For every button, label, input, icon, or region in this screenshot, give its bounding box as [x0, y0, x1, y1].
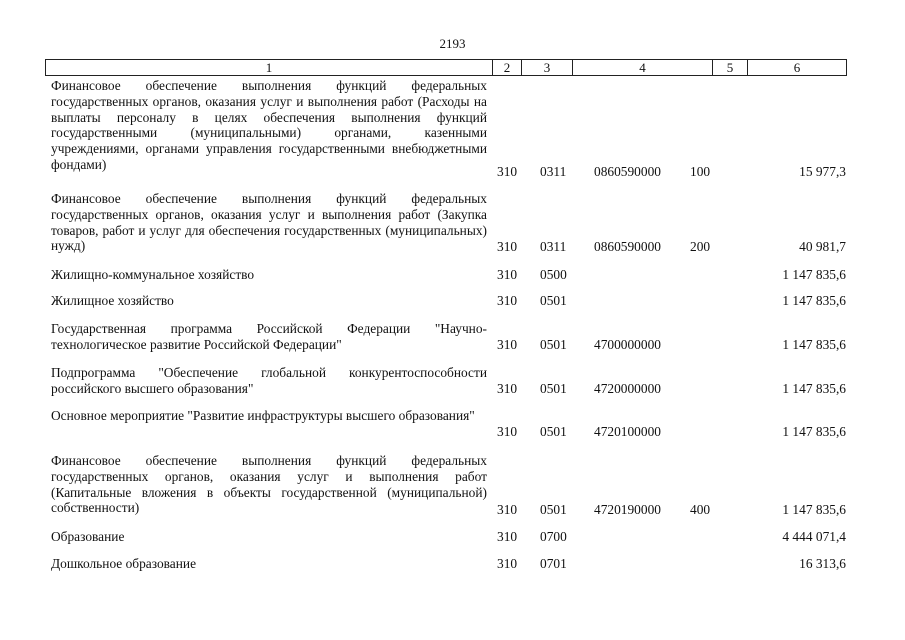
- header-col-3: 3: [521, 60, 572, 75]
- row-razdel: 0501: [540, 337, 567, 352]
- row-vr: 100: [690, 164, 711, 179]
- row-description: Финансовое обеспечение выполнения функций федеральных государственных органов, оказания услуг и выполнения работ (Расходы на выплаты персоналу в целях обеспечения выполнения функций государственными (муниципальными) органами, казенными учреждениями, органами управления государственными внебюджетными фондами): [51, 78, 487, 172]
- row-vedomstvo: 310: [497, 529, 518, 544]
- row-razdel: 0501: [540, 424, 567, 439]
- row-csr: 4720100000: [594, 424, 661, 439]
- row-csr: 4700000000: [594, 337, 661, 352]
- table-row: [0, 267, 905, 285]
- row-summa: 15 977,3: [799, 164, 846, 179]
- row-vedomstvo: 310: [497, 267, 518, 282]
- row-description: Дошкольное образование: [51, 556, 197, 571]
- row-summa: 1 147 835,6: [782, 337, 846, 352]
- row-summa: 1 147 835,6: [782, 381, 846, 396]
- table-row: [0, 365, 905, 399]
- header-col-2: 2: [492, 60, 521, 75]
- row-description: Жилищно-коммунальное хозяйство: [51, 267, 255, 282]
- row-description: Подпрограмма "Обеспечение глобальной конкурентоспособности российского высшего образования": [51, 365, 487, 396]
- row-razdel: 0311: [540, 239, 567, 254]
- row-razdel: 0501: [540, 502, 567, 517]
- header-col-4: 4: [572, 60, 712, 75]
- row-summa: 1 147 835,6: [782, 424, 846, 439]
- row-razdel: 0701: [540, 556, 567, 571]
- row-vedomstvo: 310: [497, 337, 518, 352]
- row-vedomstvo: 310: [497, 239, 518, 254]
- row-summa: 40 981,7: [799, 239, 846, 254]
- row-summa: 1 147 835,6: [782, 267, 846, 282]
- header-col-6: 6: [747, 60, 846, 75]
- row-vedomstvo: 310: [497, 164, 518, 179]
- row-summa: 1 147 835,6: [782, 293, 846, 308]
- table-row: [0, 408, 905, 442]
- header-col-1: 1: [265, 60, 273, 75]
- row-summa: 16 313,6: [799, 556, 846, 571]
- row-csr: 0860590000: [594, 164, 661, 179]
- row-razdel: 0500: [540, 267, 567, 282]
- row-vr: 200: [690, 239, 711, 254]
- table-row: [0, 191, 905, 257]
- row-razdel: 0700: [540, 529, 567, 544]
- page-number: 2193: [439, 36, 466, 51]
- row-razdel: 0501: [540, 381, 567, 396]
- row-vedomstvo: 310: [497, 381, 518, 396]
- row-description: Образование: [51, 529, 125, 544]
- row-vedomstvo: 310: [497, 502, 518, 517]
- table-row: [0, 556, 905, 574]
- row-csr: 0860590000: [594, 239, 661, 254]
- row-vedomstvo: 310: [497, 293, 518, 308]
- table-row: [0, 453, 905, 519]
- row-description: Финансовое обеспечение выполнения функций федеральных государственных органов, оказания услуг и выполнения работ (Капитальные вложения в объекты государственной (муниципальной) собственности): [51, 453, 487, 516]
- row-description: Жилищное хозяйство: [51, 293, 174, 308]
- row-razdel: 0311: [540, 164, 567, 179]
- row-summa: 1 147 835,6: [782, 502, 846, 517]
- table-row: [0, 78, 905, 182]
- table-header: [45, 59, 847, 76]
- row-vedomstvo: 310: [497, 424, 518, 439]
- row-csr: 4720000000: [594, 381, 661, 396]
- table-row: [0, 321, 905, 355]
- header-col-5: 5: [712, 60, 747, 75]
- table-row: [0, 529, 905, 547]
- row-vr: 400: [690, 502, 711, 517]
- row-razdel: 0501: [540, 293, 567, 308]
- row-description: Государственная программа Российской Федерации "Научно-технологическое развитие Российской Федерации": [51, 321, 487, 352]
- row-vedomstvo: 310: [497, 556, 518, 571]
- row-description: Финансовое обеспечение выполнения функций федеральных государственных органов, оказания услуг и выполнения работ (Закупка товаров, работ и услуг для обеспечения государственных (муниципальных) нужд): [51, 191, 487, 254]
- row-description: Основное мероприятие "Развитие инфраструктуры высшего образования": [51, 408, 475, 423]
- row-summa: 4 444 071,4: [782, 529, 846, 544]
- table-row: [0, 293, 905, 311]
- row-csr: 4720190000: [594, 502, 661, 517]
